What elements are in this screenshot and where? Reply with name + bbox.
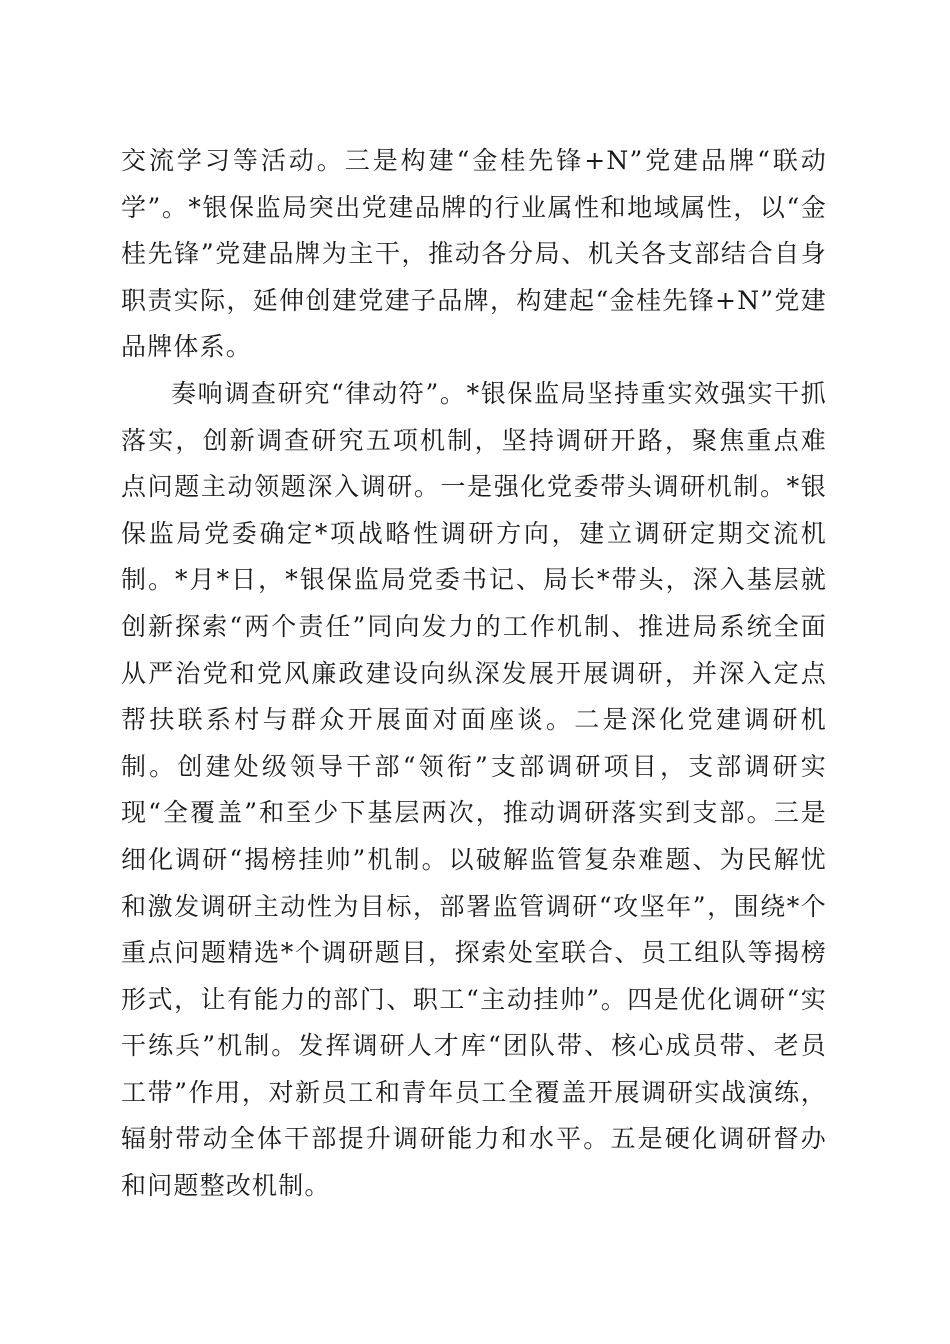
body-text xyxy=(121,138,827,1210)
paragraph-research-mechanism: 奏响调查研究“律动符”。*银保监局坚持重实效强实干抓落实，创新调查研究五项机制，坚持调研开路，聚焦重点难点问题主动领题深入调研。一是强化党委带头调研机制。*银保监局党委确定*项战略性调研方向，建立调研定期交流机制。*月*日，*银保监局党委书记、局长*带头，深入基层就创新探索“两个责任”同向发力的工作机制、推进局系统全面从严治党和党风廉政建设向纵深发展开展调研，并深入定点帮扶联系村与群众开展面对面座谈。二是深化党建调研机制。创建处级领导干部“领衔”支部调研项目，支部调研实现“全覆盖”和至少下基层两次，推动调研落实到支部。三是细化调研“揭榜挂帅”机制。以破解监管复杂难题、为民解忧和激发调研主动性为目标，部署监管调研“攻坚年”，围绕*个重点问题精选*个调研题目，探索处室联合、员工组队等揭榜形式，让有能力的部门、职工“主动挂帅”。四是优化调研“实干练兵”机制。发挥调研人才库“团队带、核心成员带、老员工带”作用，对新员工和青年员工全覆盖开展调研实战演练，辐射带动全体干部提升调研能力和水平。五是硬化调研督办和问题整改机制。 xyxy=(121,378,827,1201)
paragraph-brand-system: 交流学习等活动。三是构建“金桂先锋+N”党建品牌“联动学”。*银保监局突出党建品牌的行业属性和地域属性，以“金桂先锋”党建品牌为主干，推动各分局、机关各支部结合自身职责实际，延伸创建党建子品牌，构建起“金桂先锋+N”党建品牌体系。 xyxy=(121,146,827,362)
